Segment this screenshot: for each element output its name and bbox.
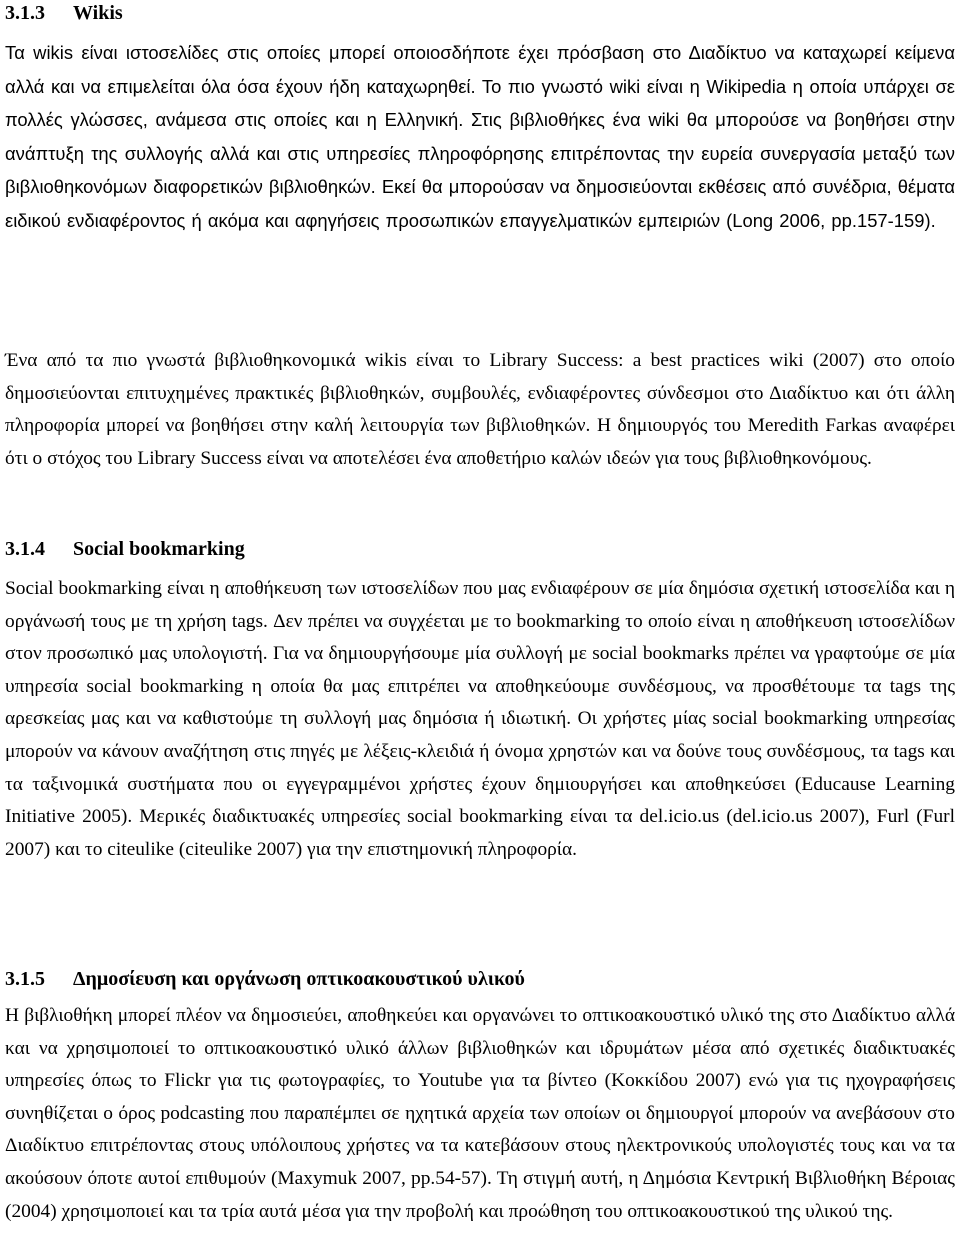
section-title: Δημοσίευση και οργάνωση οπτικοακουστικού υλικού xyxy=(73,968,525,990)
paragraph-audiovisual: Η βιβλιοθήκη μπορεί πλέον να δημοσιεύει, αποθηκεύει και οργανώνει το οπτικοακουστικό υλικό της στο Διαδίκτυο αλλά και να χρησιμοποιεί το οπτικοακουστικό υλικό άλλων βιβλιοθηκών και ιδρυμάτων μέσα από σχετικές διαδικτυακές υπηρεσίες όπως το Flickr για τις φωτογραφίες, το Youtube για τα βίντεο (Κοκκίδου 2007) ενώ για τις ηχογραφήσεις συνηθίζεται ο όρος podcasting που παραπέμπει σε ηχητικά αρχεία των οποίων οι δημιουργοί μπορούν να ανεβάσουν στο Διαδίκτυο επιτρέποντας στους υπόλοιπους χρήστες να τα κατεβάσουν στους ηλεκτρονικούς υπολογιστές τους και να τα ακούσουν όποτε αυτοί επιθυμούν (Maxymuk 2007, pp.54-57). Τη στιγμή αυτή, η Δημόσια Κεντρική Βιβλιοθήκη Βέροιας (2004) χρησιμοποιεί και τα τρία αυτά μέσα για την προβολή και προώθηση του οπτικοακουστικού της υλικού της. xyxy=(5,1005,955,1222)
paragraph-social-bookmarking: Social bookmarking είναι η αποθήκευση των ιστοσελίδων που μας ενδιαφέρουν σε μία δημόσια σχετική ιστοσελίδα και η οργάνωσή τους με τη χρήση tags. Δεν πρέπει να συγχέεται με το bookmarking το οποίο είναι η αποθήκευση ιστοσελίδων στον προσωπικό μας υπολογιστή. Για να δημιουργήσουμε μία συλλογή με social bookmarks πρέπει να γραφτούμε σε μία υπηρεσία social bookmarking η οποία θα μας επιτρέπει να αποθηκεύουμε συνδέσμους, να προσθέτουμε τα tags της αρεσκείας μας και να καθιστούμε τη συλλογή μας δημόσια ή ιδιωτική. Οι χρήστες μίας social bookmarking υπηρεσίας μπορούν να κάνουν αναζήτηση στις πηγές με λέξεις-κλειδιά ή όνομα χρηστών και να δούνε τους συνδέσμους, τα tags και τα ταξινομικά συστήματα που οι εγγεγραμμένοι χρήστες έχουν δημιουργήσει και αποθηκεύσει (Educause Learning Initiative 2005). Μερικές διαδικτυακές υπηρεσίες social bookmarking είναι τα del.icio.us (del.icio.us 2007), Furl (Furl 2007) και το citeulike (citeulike 2007) για την επιστημονική πληροφορία. xyxy=(5,578,955,860)
paragraph-wikis-2: Ένα από τα πιο γνωστά βιβλιοθηκονομικά wikis είναι το Library Success: a best practices wiki (2007) στο οποίο δημοσιεύονται επιτυχημένες πρακτικές βιβλιοθηκών, συμβουλές, ενδιαφέροντες σύνδεσμοι στο Διαδίκτυο και ότι άλλη πληροφορία μπορεί να βοηθήσει στην καλή λειτουργία των βιβλιοθηκών. Η δημιουργός του Meredith Farkas αναφέρει ότι ο στόχος του Library Success είναι να αποτελέσει ένα αποθετήριο καλών ιδεών για τους βιβλιοθηκονόμους. xyxy=(5,350,955,469)
section-title: Social bookmarking xyxy=(73,538,245,560)
section-heading-3-1-5 xyxy=(5,966,955,992)
paragraph-wikis-1: Τα wikis είναι ιστοσελίδες στις οποίες μπορεί οποιοσδήποτε έχει πρόσβαση στο Διαδίκτυο να καταχωρεί κείμενα αλλά και να επιμελείται όλα όσα έχουν ήδη καταχωρηθεί. Το πιο γνωστό wiki είναι η Wikipedia η οποία υπάρχει σε πολλές γλώσσες, ανάμεσα στις οποίες και η Ελληνική. Στις βιβλιοθήκες ένα wiki θα μπορούσε να βοηθήσει στην ανάπτυξη της συλλογής αλλά και στις υπηρεσίες πληροφόρησης επιτρέποντας την ευρεία συνεργασία μεταξύ των βιβλιοθηκονόμων διαφορετικών βιβλιοθηκών. Εκεί θα μπορούσαν να δημοσιεύονται εκθέσεις από συνέδρια, θέματα ειδικού ενδιαφέροντος ή ακόμα και αφηγήσεις προσωπικών επαγγελματικών εμπειριών (Long 2006, pp.157-159). xyxy=(5,42,956,231)
section-number: 3.1.4 xyxy=(5,538,45,560)
section-title: Wikis xyxy=(73,2,123,24)
section-heading-3-1-4 xyxy=(5,536,955,562)
section-number: 3.1.3 xyxy=(5,2,45,24)
section-number: 3.1.5 xyxy=(5,968,45,990)
section-heading-3-1-3 xyxy=(5,0,955,26)
